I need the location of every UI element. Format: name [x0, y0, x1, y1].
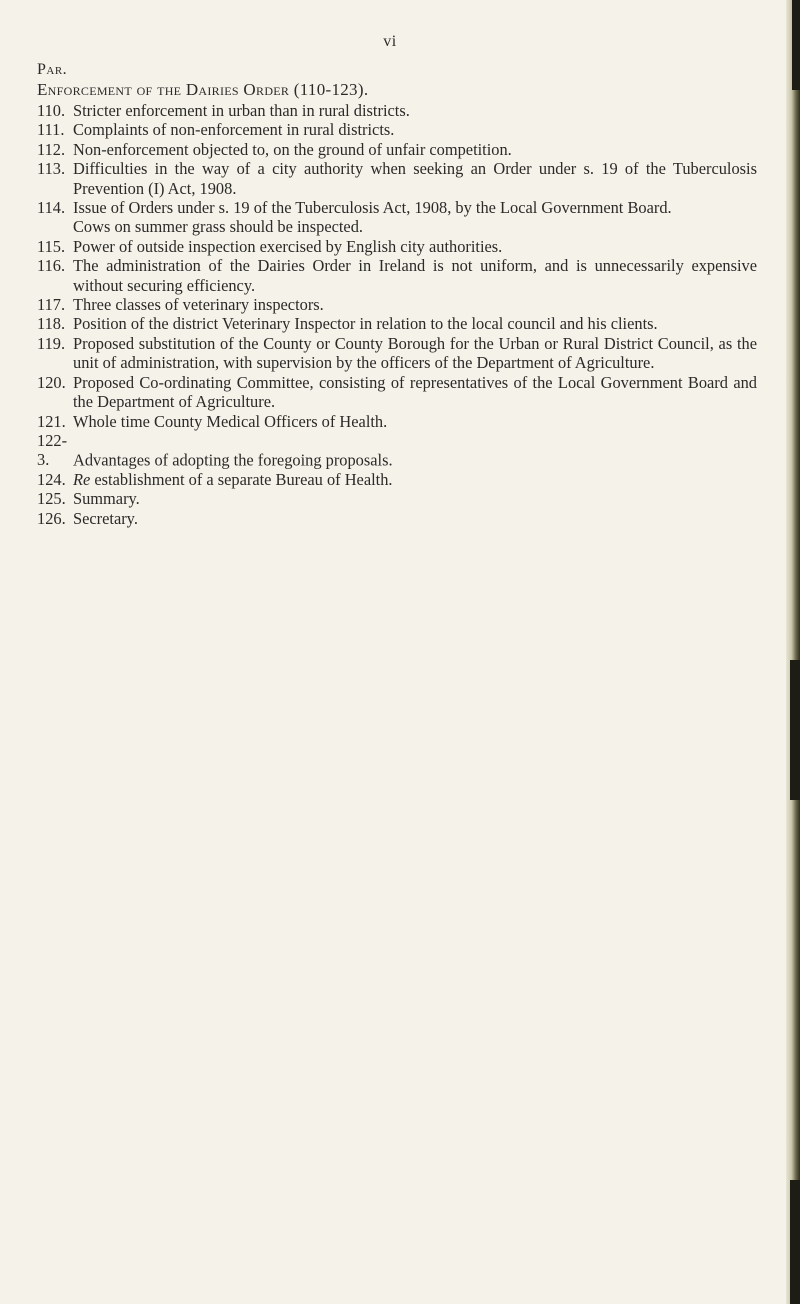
binding-mark — [790, 1180, 800, 1304]
item-number: 116. — [37, 256, 66, 276]
list-item — [37, 159, 757, 198]
item-text: Summary. — [73, 489, 140, 509]
item-text: Non-enforcement objected to, on the ground of unfair competition. — [73, 139, 512, 159]
item-text: Complaints of non-enforcement in rural districts. — [73, 120, 395, 140]
list-item — [37, 198, 757, 217]
item-text: Issue of Orders under s. 19 of the Tuberculosis Act, 1908, by the Local Government Board. — [73, 198, 672, 218]
item-number: 114. — [37, 198, 66, 218]
list-item — [37, 373, 757, 412]
page-number: vi — [383, 33, 397, 50]
item-number: 117. — [37, 295, 66, 315]
item-text: Advantages of adopting the foregoing proposals. — [73, 450, 393, 470]
list-item — [37, 431, 757, 470]
item-number: 110. — [37, 101, 66, 120]
page-edge-shadow — [786, 0, 800, 1304]
item-number: 125. — [37, 489, 66, 509]
item-text: Position of the district Veterinary Inspector in relation to the local council and his clients. — [73, 314, 658, 334]
item-number: 122-3. — [37, 430, 68, 470]
item-text: Three classes of veterinary inspectors. — [73, 295, 324, 315]
list-item — [37, 489, 757, 508]
binding-mark — [792, 0, 800, 90]
item-text: Whole time County Medical Officers of Health. — [73, 411, 388, 431]
item-text: Secretary. — [73, 508, 138, 528]
item-number: 121. — [37, 411, 66, 431]
list-item — [37, 334, 757, 373]
item-number: 113. — [37, 159, 66, 179]
list-item — [37, 120, 757, 139]
item-text: Proposed Co-ordinating Committee, consisting of representatives of the Local Government Board and the Department of Agriculture. — [73, 372, 757, 412]
item-text: Cows on summer grass should be inspected. — [73, 217, 363, 237]
list-item — [37, 295, 757, 314]
list-item — [37, 101, 757, 120]
item-number: 115. — [37, 236, 66, 256]
contents-list — [37, 101, 757, 528]
item-text: Difficulties in the way of a city authority when seeking an Order under s. 19 of the Tuberculosis Prevention (I) Act, 1908. — [73, 159, 757, 198]
item-text: Power of outside inspection exercised by English city authorities. — [73, 236, 503, 256]
list-item — [37, 412, 757, 431]
item-text: establishment of a separate Bureau of Health. — [90, 469, 393, 489]
item-number: 118. — [37, 314, 66, 334]
item-number: 120. — [37, 372, 66, 392]
paragraph-column-label: Par. — [37, 61, 68, 78]
item-text-italic: Re — [73, 469, 91, 489]
list-item — [37, 509, 757, 528]
item-number: 124. — [37, 469, 66, 489]
item-text: Stricter enforcement in urban than in rural districts. — [73, 101, 410, 120]
item-number: 111. — [37, 120, 65, 140]
section-heading: Enforcement of the Dairies Order (110-123). — [37, 80, 369, 99]
list-item — [37, 314, 757, 333]
list-subitem — [37, 217, 757, 236]
list-item — [37, 140, 757, 159]
item-text: The administration of the Dairies Order in Ireland is not uniform, and is unnecessarily expensive without securing efficiency. — [73, 256, 757, 295]
item-number: 119. — [37, 333, 66, 353]
list-item — [37, 256, 757, 295]
list-item — [37, 237, 757, 256]
item-text: Proposed substitution of the County or County Borough for the Urban or Rural District Council, as the unit of administration, with supervision by the officers of the Department of Agriculture. — [73, 333, 757, 373]
item-number: 112. — [37, 139, 66, 159]
item-number: 126. — [37, 508, 66, 528]
binding-mark — [790, 660, 800, 800]
list-item — [37, 470, 757, 489]
